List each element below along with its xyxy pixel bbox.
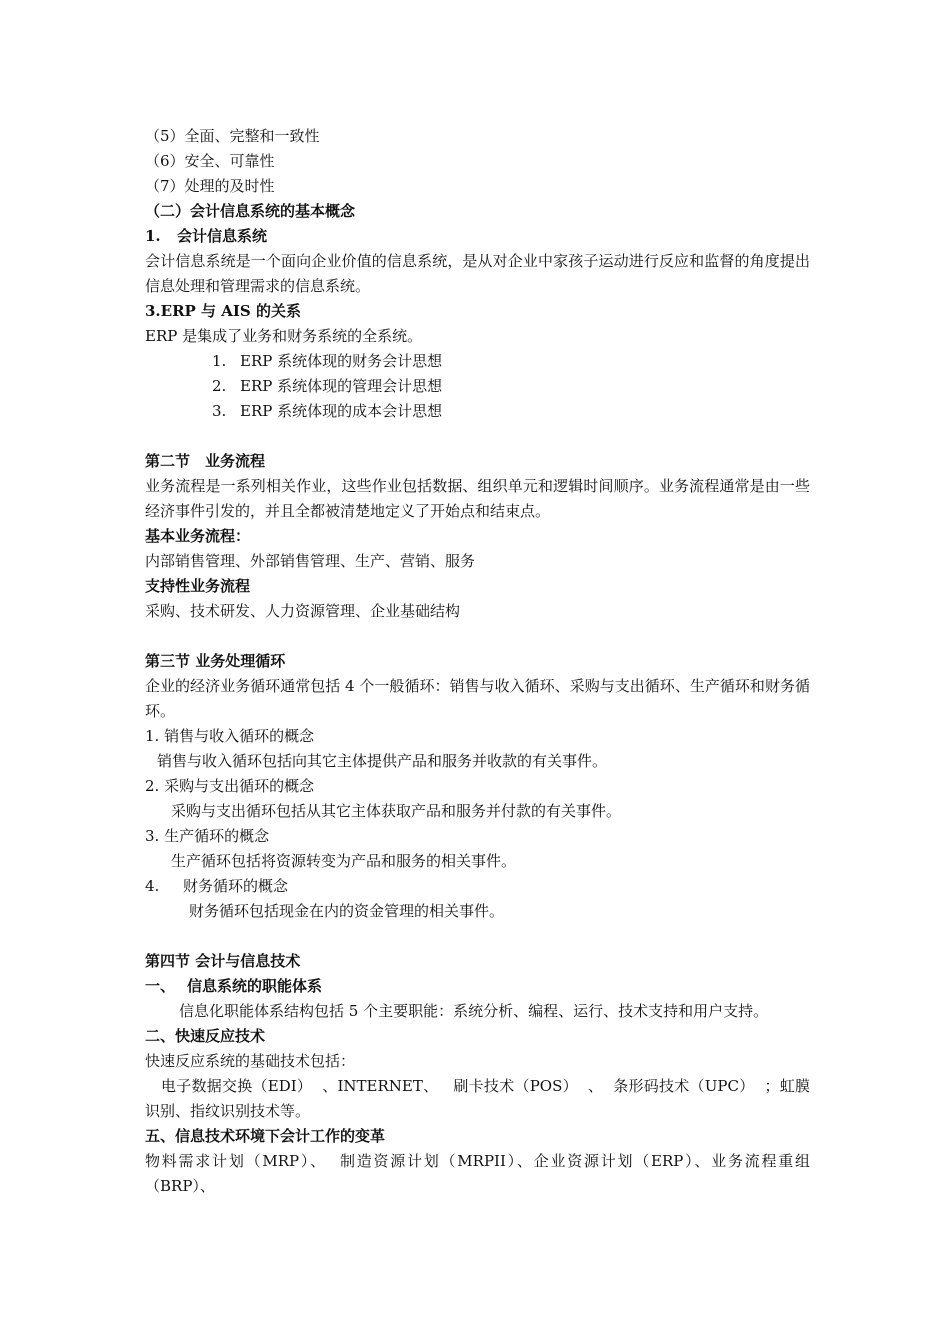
heading-text: 信息系统的职能体系: [187, 977, 323, 995]
spacer: [145, 624, 810, 649]
list-item: [212, 349, 810, 374]
document-body: [145, 124, 810, 1199]
subsection-heading: 3.ERP 与 AIS 的关系: [145, 302, 301, 320]
heading-number: 1.: [145, 227, 161, 245]
subsection-heading: [145, 974, 810, 999]
heading-text: 财务循环的概念: [183, 877, 289, 895]
list-text: ERP 系统体现的管理会计思想: [240, 377, 443, 395]
list-number: 1.: [212, 352, 227, 370]
heading-number: 一、: [145, 977, 176, 995]
heading-text: 会计信息系统: [177, 227, 268, 245]
list-item: [212, 399, 810, 424]
list-text: ERP 系统体现的财务会计思想: [240, 352, 443, 370]
paragraph: 物料需求计划（MRP）、 制造资源计划（MRPII）、企业资源计划（ERP）、业务流程重组（BRP）、: [145, 1152, 810, 1195]
paragraph: ERP 是集成了业务和财务系统的全系统。: [145, 327, 423, 345]
paragraph: 销售与收入循环包括向其它主体提供产品和服务并收款的有关事件。: [157, 752, 608, 770]
subsection-heading: 3. 生产循环的概念: [145, 827, 270, 845]
section-heading: （二）会计信息系统的基本概念: [145, 202, 356, 220]
list-item: （7）处理的及时性: [145, 177, 275, 195]
paragraph: 信息化职能体系结构包括 5 个主要职能：系统分析、编程、运行、技术支持和用户支持。: [179, 1002, 769, 1020]
paragraph: 采购与支出循环包括从其它主体获取产品和服务并付款的有关事件。: [171, 802, 622, 820]
subsection-heading: 二、快速反应技术: [145, 1027, 266, 1045]
subsection-heading: 基本业务流程：: [145, 527, 251, 545]
list-item: [212, 374, 810, 399]
paragraph: 电子数据交换（EDI） 、INTERNET、 刷卡技术（POS） 、 条形码技术（UPC） ；虹膜识别、指纹识别技术等。: [145, 1077, 810, 1120]
spacer: [145, 924, 810, 949]
heading-number: 4.: [145, 877, 160, 895]
list-text: ERP 系统体现的成本会计思想: [240, 402, 443, 420]
subsection-heading: 1. 销售与收入循环的概念: [145, 727, 315, 745]
list-item: （6）安全、可靠性: [145, 152, 275, 170]
paragraph: 业务流程是一系列相关作业，这些作业包括数据、组织单元和逻辑时间顺序。业务流程通常是由一些经济事件引发的，并且全都被清楚地定义了开始点和结束点。: [145, 477, 810, 520]
erp-list: [145, 349, 810, 424]
paragraph: 快速反应系统的基础技术包括：: [145, 1052, 356, 1070]
paragraph: 采购、技术研发、人力资源管理、企业基础结构: [145, 602, 461, 620]
list-number: 3.: [212, 402, 227, 420]
section-heading: 第三节 业务处理循环: [145, 652, 286, 670]
paragraph: 财务循环包括现金在内的资金管理的相关事件。: [189, 902, 505, 920]
section-heading: 第二节 业务流程: [145, 452, 266, 470]
subsection-heading: 支持性业务流程: [145, 577, 251, 595]
paragraph: 会计信息系统是一个面向企业价值的信息系统，是从对企业中家孩子运动进行反应和监督的角度提出信息处理和管理需求的信息系统。: [145, 252, 810, 295]
section-heading: 第四节 会计与信息技术: [145, 952, 301, 970]
list-item: （5）全面、完整和一致性: [145, 127, 320, 145]
list-number: 2.: [212, 377, 227, 395]
subsection-heading: [145, 874, 810, 899]
paragraph: 生产循环包括将资源转变为产品和服务的相关事件。: [171, 852, 517, 870]
subsection-heading: [145, 224, 810, 249]
paragraph: 内部销售管理、外部销售管理、生产、营销、服务: [145, 552, 476, 570]
spacer: [145, 424, 810, 449]
subsection-heading: 2. 采购与支出循环的概念: [145, 777, 315, 795]
paragraph: 企业的经济业务循环通常包括 4 个一般循环：销售与收入循环、采购与支出循环、生产循环和财务循环。: [145, 677, 810, 720]
subsection-heading: 五、信息技术环境下会计工作的变革: [145, 1127, 386, 1145]
